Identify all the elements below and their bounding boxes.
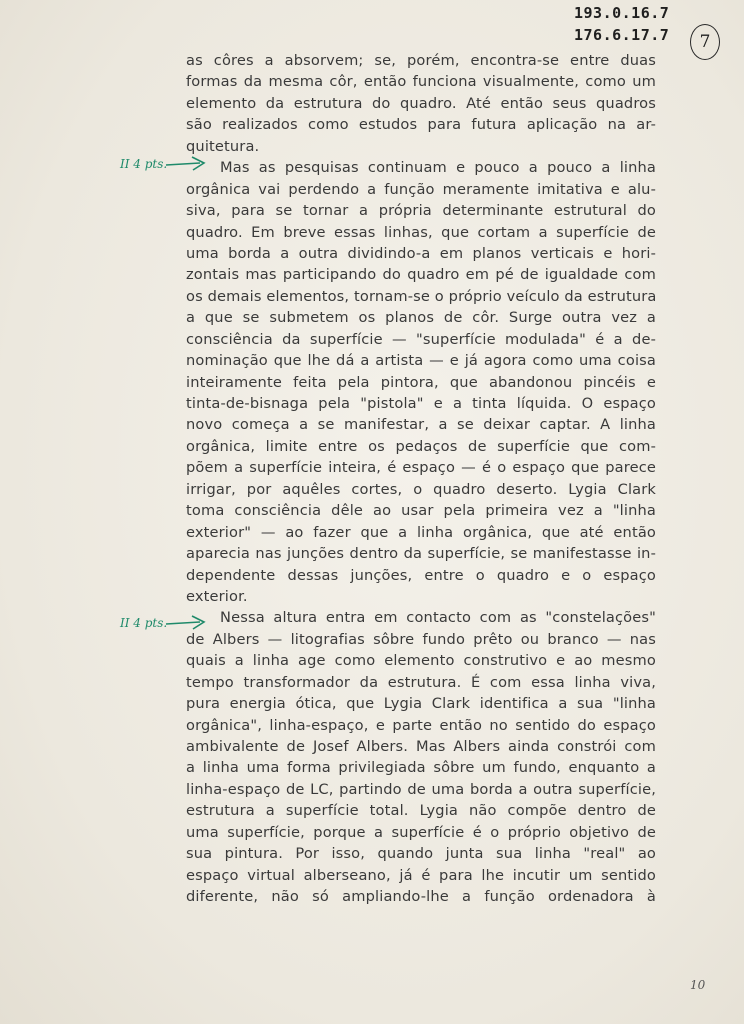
reference-number-1: 193.0.16.7 bbox=[574, 4, 670, 22]
text-line: orgânica", linha-espaço, e parte então no sentido do espaço bbox=[186, 716, 656, 734]
text-line: põem a superfície inteira, é espaço — é o espaço que parece bbox=[186, 459, 656, 477]
text-line: Nessa altura entra em contacto com as "constelações" bbox=[220, 609, 656, 627]
text-line: estrutura a superfície total. Lygia não compõe dentro de bbox=[186, 802, 656, 820]
text-line: quais a linha age como elemento construtivo e ao mesmo bbox=[186, 652, 656, 670]
text-line: inteiramente feita pela pintora, que abandonou pincéis e bbox=[186, 373, 656, 391]
text-line: orgânica vai perdendo a função meramente imitativa e alu- bbox=[186, 180, 656, 198]
text-line: exterior" — ao fazer que a linha orgânica, que até então bbox=[186, 523, 656, 541]
text-line: formas da mesma côr, então funciona visualmente, como um bbox=[186, 73, 656, 91]
text-line: exterior. bbox=[186, 587, 248, 605]
circled-page-number-label: 7 bbox=[699, 32, 711, 52]
text-line: aparecia nas junções dentro da superfície, se manifestasse in- bbox=[186, 545, 656, 563]
text-line: tinta-de-bisnaga pela "pistola" e a tinta líquida. O espaço bbox=[186, 395, 656, 412]
text-line: a que se submetem os planos de côr. Surge outra vez a bbox=[186, 309, 656, 327]
text-line: as côres a absorvem; se, porém, encontra-se entre duas bbox=[186, 52, 656, 69]
body-text bbox=[186, 50, 656, 908]
text-line: linha-espaço de LC, partindo de uma borda a outra superfície, bbox=[186, 780, 656, 798]
reference-number-2: 176.6.17.7 bbox=[574, 26, 670, 44]
text-line: quitetura. bbox=[186, 137, 260, 155]
text-line: novo começa a se manifestar, a se deixar captar. A linha bbox=[186, 416, 656, 434]
circled-page-number bbox=[690, 24, 720, 60]
page-number: 10 bbox=[690, 978, 706, 992]
text-line: ambivalente de Josef Albers. Mas Albers ainda constrói com bbox=[186, 738, 656, 755]
text-line: consciência da superfície — "superfície modulada" é a de- bbox=[186, 330, 656, 348]
text-line: elemento da estrutura do quadro. Até então seus quadros bbox=[186, 94, 656, 112]
text-line: Mas as pesquisas continuam e pouco a pouco a linha bbox=[220, 159, 656, 177]
text-line: espaço virtual alberseano, já é para lhe incutir um sentido bbox=[186, 866, 656, 884]
text-line: uma borda a outra dividindo-a em planos verticais e hori- bbox=[186, 244, 656, 262]
text-line: orgânica, limite entre os pedaços de superfície que com- bbox=[186, 437, 656, 455]
text-line: são realizados como estudos para futura aplicação na ar- bbox=[186, 116, 656, 134]
text-line: siva, para se tornar a própria determinante estrutural do bbox=[186, 202, 656, 220]
text-line: tempo transformador da estrutura. É com essa linha viva, bbox=[186, 673, 656, 691]
text-line: irrigar, por aquêles cortes, o quadro deserto. Lygia Clark bbox=[186, 480, 656, 498]
text-line: quadro. Em breve essas linhas, que cortam a superfície de bbox=[186, 223, 656, 241]
margin-note-1 bbox=[120, 157, 167, 171]
text-line: de Albers — litografias sôbre fundo prêto ou branco — nas bbox=[186, 630, 656, 648]
text-line: dependente dessas junções, entre o quadro e o espaço bbox=[186, 566, 656, 584]
margin-note-1-text: II 4 pts. bbox=[120, 157, 168, 171]
text-line: os demais elementos, tornam-se o próprio veículo da estrutura bbox=[186, 287, 657, 305]
text-line: diferente, não só ampliando-lhe a função ordenadora à bbox=[186, 888, 656, 906]
text-line: nominação que lhe dá a artista — e já agora como uma coisa bbox=[186, 352, 656, 370]
text-line: zontais mas participando do quadro em pé de igualdade com bbox=[186, 266, 656, 284]
margin-note-2-text: II 4 pts. bbox=[120, 616, 168, 630]
text-line: uma superfície, porque a superfície é o próprio objetivo de bbox=[186, 823, 656, 841]
text-line: sua pintura. Por isso, quando junta sua linha "real" ao bbox=[186, 845, 656, 863]
text-line: a linha uma forma privilegiada sôbre um fundo, enquanto a bbox=[186, 759, 656, 777]
text-line: pura energia ótica, que Lygia Clark identifica a sua "linha bbox=[186, 695, 656, 713]
margin-note-2 bbox=[120, 616, 167, 630]
text-line: toma consciência dêle ao usar pela primeira vez a "linha bbox=[186, 502, 656, 520]
